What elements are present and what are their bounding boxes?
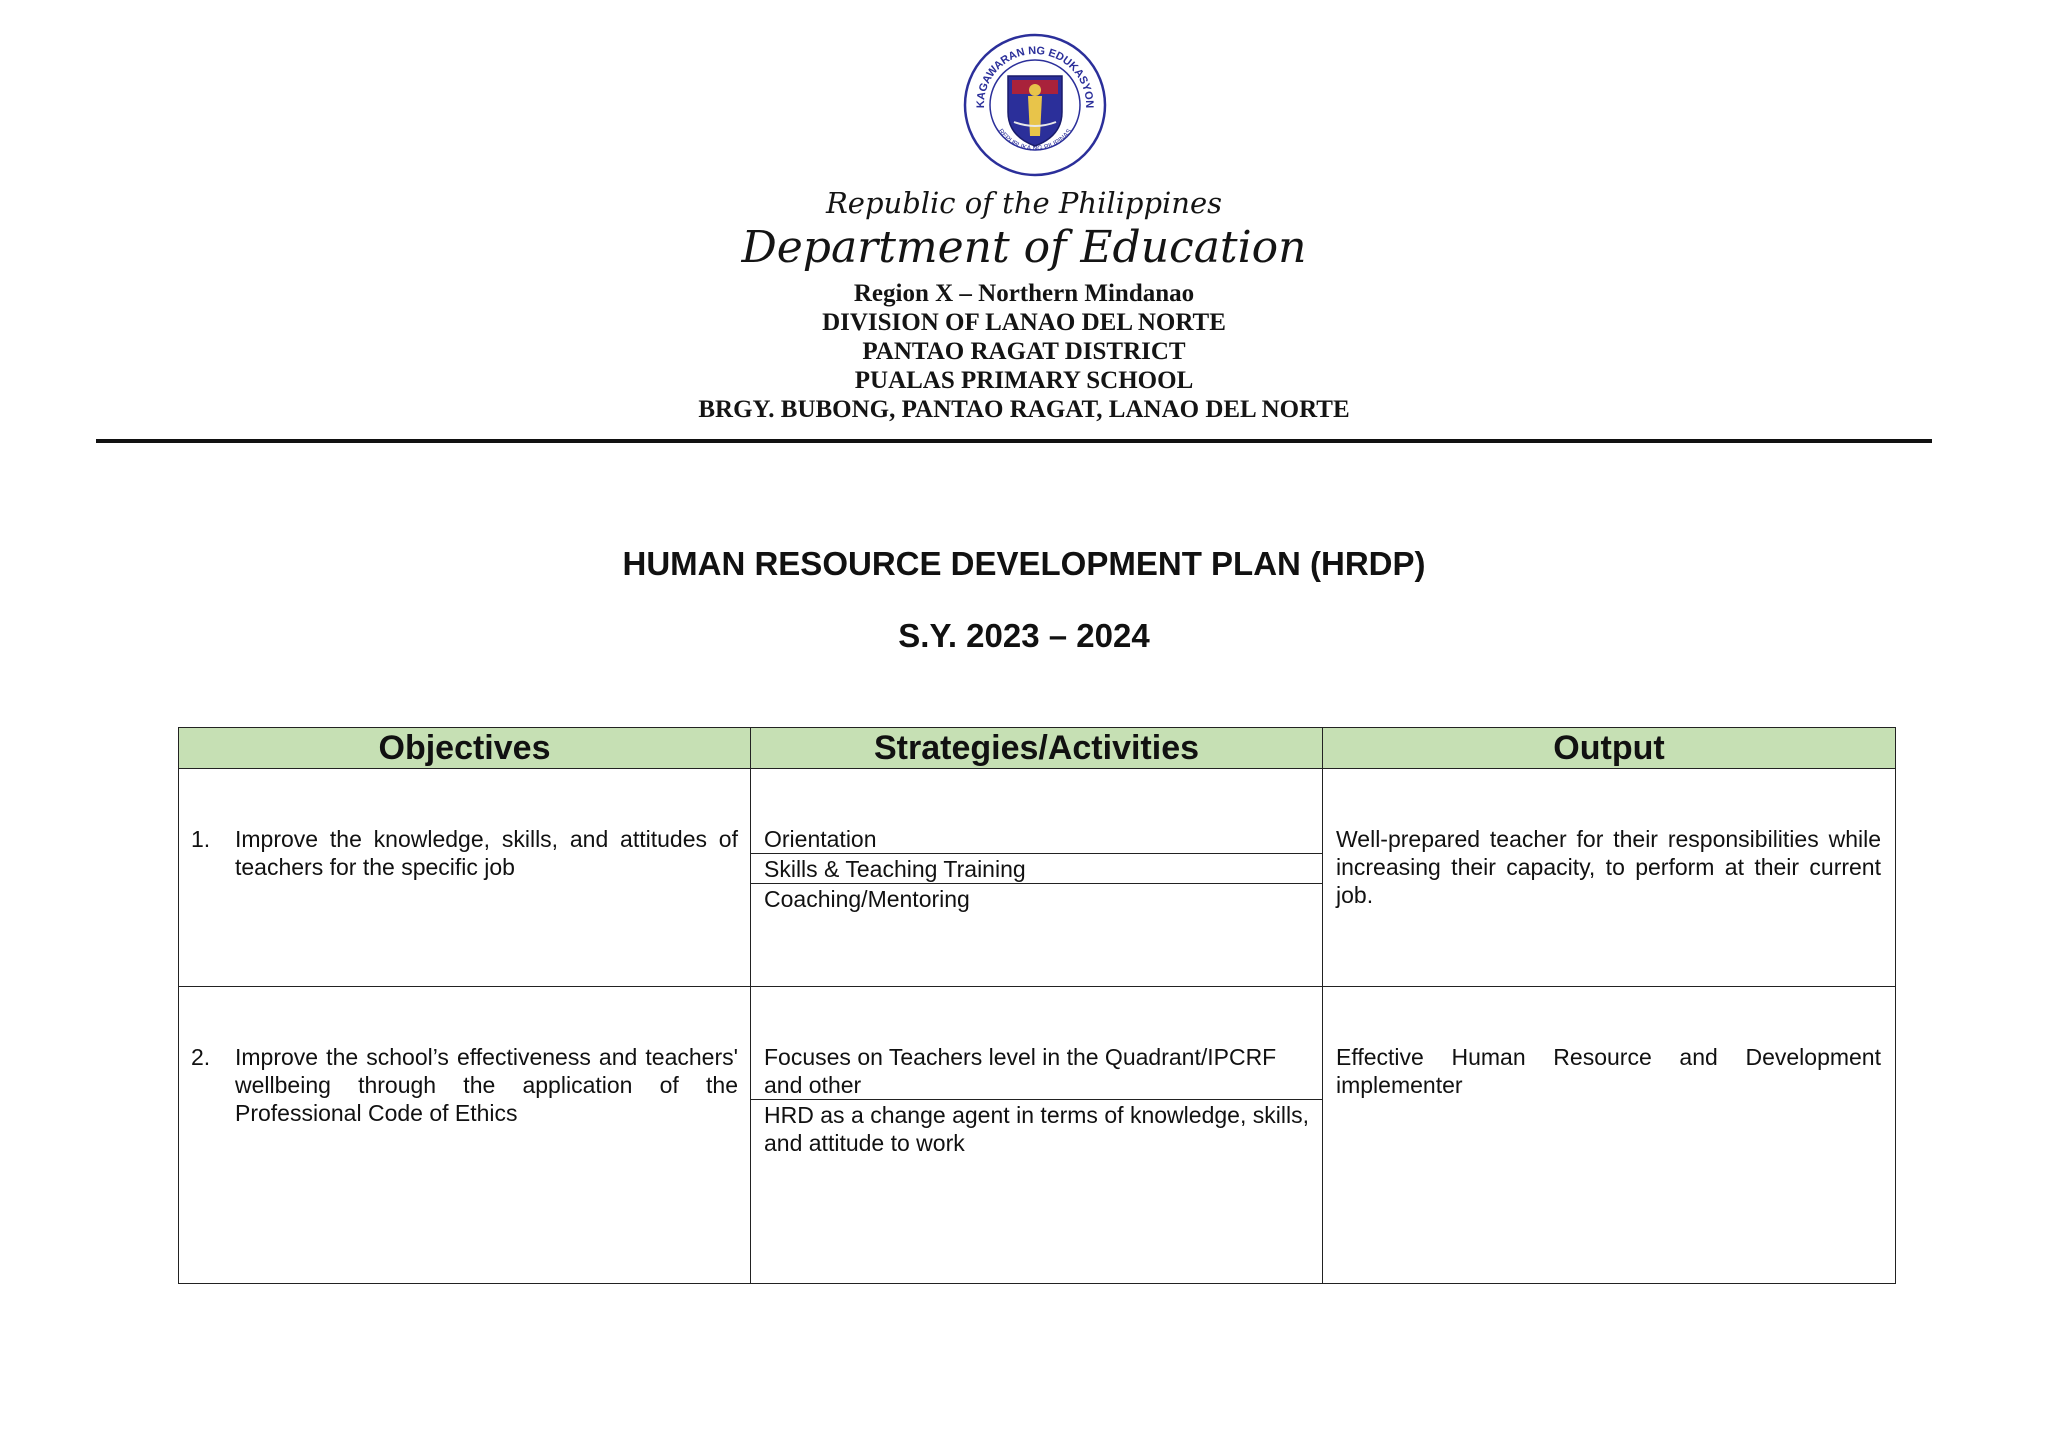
- objective-cell: [179, 987, 751, 1284]
- column-header-strategies: Strategies/Activities: [751, 728, 1323, 769]
- strategies-cell: [751, 987, 1323, 1284]
- department-name: Department of Education: [741, 222, 1307, 273]
- objective-number: 1.: [191, 826, 211, 852]
- table-header-row: [179, 728, 1896, 769]
- output-text: Effective Human Resource and Development implementer: [1336, 1044, 1881, 1098]
- school-year: S.Y. 2023 – 2024: [898, 617, 1150, 654]
- table-row: [179, 987, 1896, 1284]
- republic-text: Republic of the Philippines: [825, 186, 1223, 220]
- column-header-output: Output: [1323, 728, 1896, 769]
- strategy-item: HRD as a change agent in terms of knowledge, skills, and attitude to work: [751, 1099, 1322, 1157]
- header-divider: [96, 439, 1932, 443]
- output-cell: [1323, 769, 1896, 987]
- svg-text:REPUBLIKA NG PILIPINAS: REPUBLIKA NG PILIPINAS: [996, 127, 1074, 153]
- strategy-item: Coaching/Mentoring: [751, 883, 1322, 913]
- output-cell: [1323, 987, 1896, 1284]
- division-text: DIVISION OF LANAO DEL NORTE: [822, 309, 1226, 336]
- strategy-item: Focuses on Teachers level in the Quadrant/IPCRF and other: [764, 1044, 1277, 1098]
- table-row: [179, 769, 1896, 987]
- hrdp-table: [178, 727, 1896, 1284]
- region-text: Region X – Northern Mindanao: [853, 280, 1195, 307]
- objective-text: Improve the knowledge, skills, and attitudes of teachers for the specific job: [235, 826, 738, 880]
- objective-text: Improve the school’s effectiveness and teachers' wellbeing through the application of the Professional Code of Ethics: [235, 1044, 738, 1126]
- column-header-objectives: Objectives: [179, 728, 751, 769]
- output-text: Well-prepared teacher for their responsibilities while increasing their capacity, to perform at their current job.: [1336, 826, 1881, 908]
- objective-number: 2.: [191, 1044, 211, 1070]
- district-text: PANTAO RAGAT DISTRICT: [862, 338, 1186, 365]
- strategies-cell: [751, 769, 1323, 987]
- strategy-item: Skills & Teaching Training: [751, 853, 1322, 883]
- document-title: HUMAN RESOURCE DEVELOPMENT PLAN (HRDP): [622, 545, 1426, 582]
- school-name: PUALAS PRIMARY SCHOOL: [854, 367, 1194, 394]
- svg-text:KAGAWARAN NG EDUKASYON: KAGAWARAN NG EDUKASYON: [974, 44, 1096, 109]
- school-address: BRGY. BUBONG, PANTAO RAGAT, LANAO DEL NORTE: [698, 396, 1350, 423]
- deped-seal-logo: [962, 32, 1108, 178]
- strategy-item: Orientation: [764, 826, 877, 852]
- objective-cell: [179, 769, 751, 987]
